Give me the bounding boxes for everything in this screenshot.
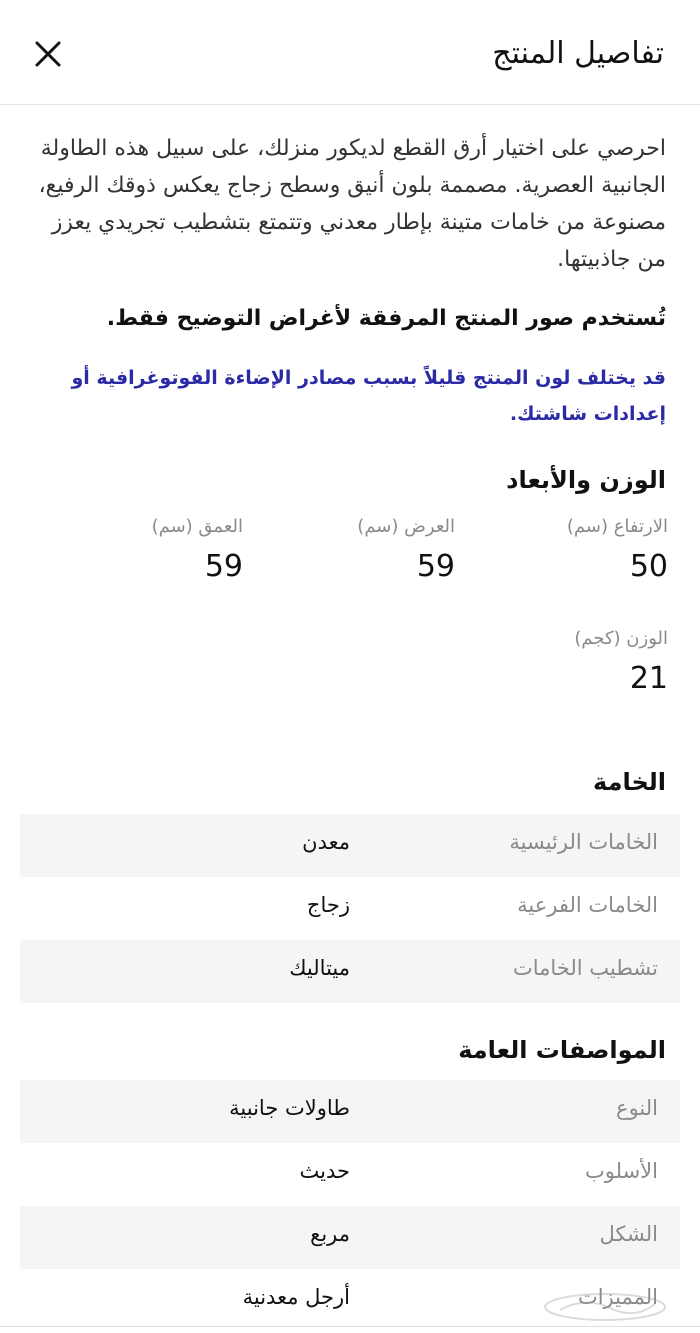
table-row [20, 814, 680, 877]
table-row [20, 877, 680, 940]
page-title: تفاصيل المنتج [492, 36, 664, 71]
header-bar [0, 0, 700, 105]
table-row [20, 1080, 680, 1143]
row-key: تشطيب الخامات [512, 956, 658, 980]
material-section-title: الخامة [593, 768, 666, 796]
row-key: الأسلوب [585, 1159, 658, 1183]
row-value: طاولات جانبية [229, 1096, 350, 1120]
row-value: زجاج [306, 893, 350, 917]
row-key: النوع [616, 1096, 658, 1120]
row-key: الشكل [599, 1222, 658, 1246]
row-value: أرجل معدنية [242, 1285, 350, 1309]
watermark-logo [540, 1290, 670, 1324]
close-button[interactable] [30, 36, 66, 72]
row-key: الخامات الرئيسية [509, 830, 658, 854]
depth-dimension [152, 516, 243, 584]
height-label: الارتفاع (سم) [566, 516, 668, 537]
row-value: مربع [310, 1222, 350, 1246]
weight-dimension [574, 628, 668, 696]
weight-label: الوزن (كجم) [574, 628, 668, 649]
row-key: الخامات الفرعية [517, 893, 658, 917]
row-value: ميتاليك [289, 956, 350, 980]
dimensions-section-title: الوزن والأبعاد [506, 466, 666, 494]
close-icon [30, 36, 66, 72]
image-disclaimer: تُستخدم صور المنتج المرفقة لأغراض التوضيح فقط. [106, 306, 666, 331]
height-dimension [567, 516, 668, 584]
table-row [20, 1206, 680, 1269]
row-value: معدن [302, 830, 350, 854]
general-specs-section-title: المواصفات العامة [458, 1036, 666, 1064]
row-value: حديث [299, 1159, 350, 1183]
weight-value: 21 [629, 661, 668, 696]
width-value: 59 [416, 549, 455, 584]
color-note: قد يختلف لون المنتج قليلاً بسبب مصادر الإضاءة الفوتوغرافية أو إعدادات شاشتك. [71, 367, 666, 425]
table-row [20, 1143, 680, 1206]
height-value: 50 [629, 549, 668, 584]
row-key: المميزات [577, 1285, 658, 1309]
depth-label: العمق (سم) [151, 516, 243, 537]
table-row [20, 940, 680, 1003]
material-table [20, 814, 680, 1003]
product-description: احرصي على اختيار أرق القطع لديكور منزلك، على سبيل هذه الطاولة الجانبية العصرية. مصممة بلون أنيق وسطح زجاج يعكس ذوقك الرفيع، مصنوعة من خامات متينة بإطار معدني وتتمتع بتشطيب تجريدي يعزز من جاذبيتها. [38, 136, 666, 272]
divider [0, 1326, 700, 1327]
width-dimension [357, 516, 455, 584]
depth-value: 59 [204, 549, 243, 584]
width-label: العرض (سم) [357, 516, 455, 537]
